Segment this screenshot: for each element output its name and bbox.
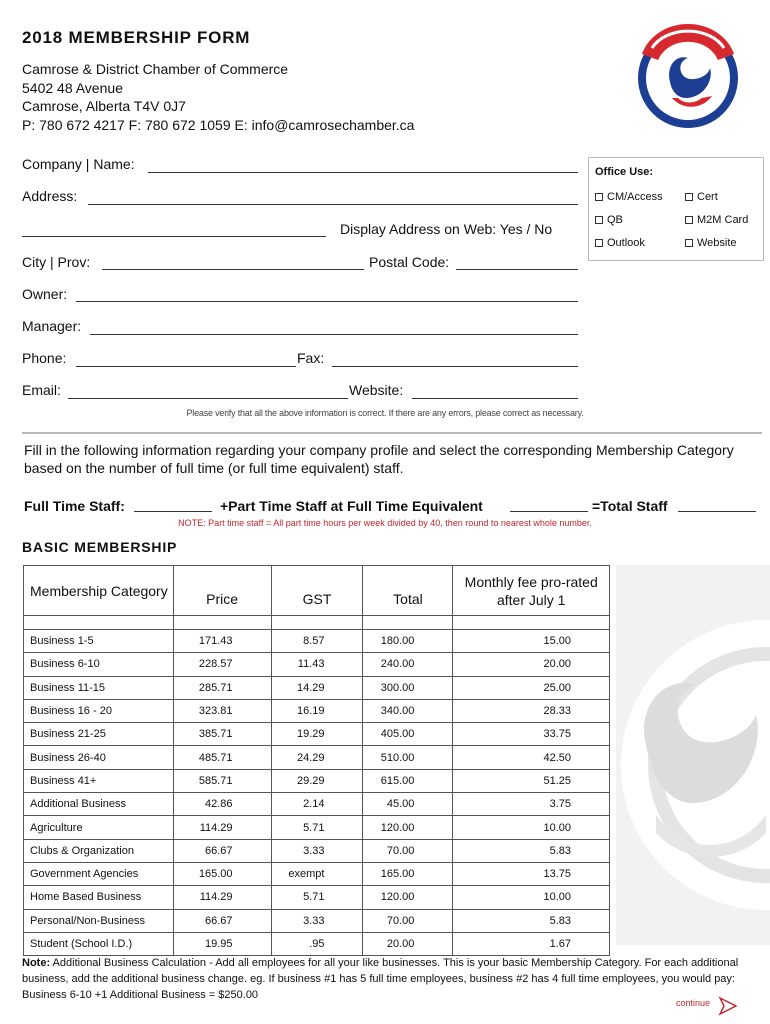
cell-total: 180.00 bbox=[363, 630, 453, 653]
cell-price: 285.71 bbox=[173, 676, 271, 699]
cell-gst: 3.33 bbox=[271, 839, 363, 862]
display-web-label: Display Address on Web: Yes / No bbox=[340, 221, 553, 237]
cell-monthly: 15.00 bbox=[453, 630, 610, 653]
office-use-box bbox=[588, 157, 764, 261]
part-time-staff-label: +Part Time Staff at Full Time Equivalent bbox=[220, 498, 483, 514]
cell-price: 114.29 bbox=[173, 886, 271, 909]
phone-line[interactable] bbox=[76, 366, 296, 367]
form-title: 2018 MEMBERSHIP FORM bbox=[22, 28, 251, 47]
cell-category: Business 16 - 20 bbox=[24, 699, 174, 722]
table-spacer-row bbox=[24, 616, 610, 630]
cell-category: Government Agencies bbox=[24, 862, 174, 885]
address-line[interactable] bbox=[88, 204, 578, 205]
cell-price: 165.00 bbox=[173, 862, 271, 885]
address-line-city: Camrose, Alberta T4V 0J7 bbox=[22, 98, 186, 114]
table-row bbox=[24, 653, 610, 676]
cell-price: 19.95 bbox=[173, 932, 271, 955]
cell-monthly: 33.75 bbox=[453, 723, 610, 746]
bottom-note-text: Additional Business Calculation - Add all employees for all your like businesses. This is your basic Membership Category. For each additional business, add the additional business change. eg. If business #1 has 5 full time employees, business #2 has 4 full time employees, you would pay: Business 6-10 +1 Additional Business = $250.00 bbox=[22, 957, 739, 1001]
part-time-staff-line[interactable] bbox=[510, 511, 588, 512]
address-line-name: Camrose & District Chamber of Commerce bbox=[22, 61, 289, 77]
column-header-monthly: Monthly fee pro-rated after July 1 bbox=[453, 566, 610, 616]
office-option-website[interactable]: Website bbox=[685, 237, 737, 249]
column-header-price: Price bbox=[173, 566, 271, 616]
checkbox-icon[interactable] bbox=[685, 239, 693, 247]
chamber-logo-icon bbox=[632, 18, 744, 130]
office-option-outlook[interactable]: Outlook bbox=[595, 237, 645, 249]
instructions-text: Fill in the following information regarding your company profile and select the corresponding Membership Category based on the number of full time (or full time equivalent) staff. bbox=[24, 442, 734, 476]
office-use-title: Office Use: bbox=[595, 166, 654, 178]
cell-category: Additional Business bbox=[24, 793, 174, 816]
cell-category: Student (School I.D.) bbox=[24, 932, 174, 955]
cell-total: 615.00 bbox=[363, 769, 453, 792]
part-time-note: NOTE: Part time staff = All part time hours per week divided by 40, then round to nearest whole number. bbox=[178, 518, 592, 528]
address-line-2[interactable] bbox=[22, 236, 326, 237]
postal-code-label: Postal Code: bbox=[369, 254, 450, 270]
cell-category: Business 41+ bbox=[24, 769, 174, 792]
company-name-label: Company | Name: bbox=[22, 156, 135, 172]
swan-watermark-icon bbox=[616, 565, 770, 945]
cell-gst: 16.19 bbox=[271, 699, 363, 722]
cell-total: 510.00 bbox=[363, 746, 453, 769]
column-header-total: Total bbox=[363, 566, 453, 616]
table-row bbox=[24, 630, 610, 653]
website-label: Website: bbox=[349, 382, 404, 398]
cell-price: 385.71 bbox=[173, 723, 271, 746]
cell-total: 240.00 bbox=[363, 653, 453, 676]
cell-category: Business 1-5 bbox=[24, 630, 174, 653]
cell-price: 171.43 bbox=[173, 630, 271, 653]
cell-gst: 29.29 bbox=[271, 769, 363, 792]
cell-monthly: 10.00 bbox=[453, 886, 610, 909]
phone-label: Phone: bbox=[22, 350, 67, 366]
column-header-category: Membership Category bbox=[24, 566, 174, 616]
table-row bbox=[24, 723, 610, 746]
cell-monthly: 5.83 bbox=[453, 839, 610, 862]
verify-note: Please verify that all the above information is correct. If there are any errors, please correct as necessary. bbox=[186, 408, 584, 418]
address-label: Address: bbox=[22, 188, 78, 204]
bottom-note-label: Note: bbox=[22, 957, 51, 969]
cell-total: 405.00 bbox=[363, 723, 453, 746]
cell-gst: 19.29 bbox=[271, 723, 363, 746]
section-divider bbox=[22, 432, 762, 434]
checkbox-icon[interactable] bbox=[685, 193, 693, 201]
cell-price: 66.67 bbox=[173, 839, 271, 862]
cell-total: 120.00 bbox=[363, 886, 453, 909]
cell-price: 585.71 bbox=[173, 769, 271, 792]
cell-gst: exempt bbox=[271, 862, 363, 885]
cell-total: 120.00 bbox=[363, 816, 453, 839]
cell-monthly: 28.33 bbox=[453, 699, 610, 722]
cell-monthly: 13.75 bbox=[453, 862, 610, 885]
table-row bbox=[24, 932, 610, 955]
cell-monthly: 3.75 bbox=[453, 793, 610, 816]
table-row bbox=[24, 862, 610, 885]
cell-monthly: 42.50 bbox=[453, 746, 610, 769]
address-line-contact: P: 780 672 4217 F: 780 672 1059 E: info@camrosechamber.ca bbox=[22, 116, 415, 133]
manager-label: Manager: bbox=[22, 318, 82, 334]
cell-category: Business 11-15 bbox=[24, 676, 174, 699]
cell-price: 323.81 bbox=[173, 699, 271, 722]
address-line-street: 5402 48 Avenue bbox=[22, 79, 123, 96]
cell-price: 114.29 bbox=[173, 816, 271, 839]
column-header-gst: GST bbox=[271, 566, 363, 616]
checkbox-icon[interactable] bbox=[595, 216, 603, 224]
city-prov-label: City | Prov: bbox=[22, 254, 91, 270]
cell-category: Personal/Non-Business bbox=[24, 909, 174, 932]
office-option-m2m-card[interactable]: M2M Card bbox=[685, 214, 748, 226]
cell-monthly: 20.00 bbox=[453, 653, 610, 676]
cell-price: 228.57 bbox=[173, 653, 271, 676]
owner-label: Owner: bbox=[22, 286, 68, 302]
cell-price: 42.86 bbox=[173, 793, 271, 816]
office-option-cert[interactable]: Cert bbox=[685, 191, 718, 203]
office-option-qb[interactable]: QB bbox=[595, 214, 623, 226]
table-row bbox=[24, 839, 610, 862]
cell-category: Business 21-25 bbox=[24, 723, 174, 746]
table-row bbox=[24, 909, 610, 932]
cell-gst: 2.14 bbox=[271, 793, 363, 816]
chamber-address bbox=[22, 60, 414, 134]
checkbox-icon[interactable] bbox=[595, 239, 603, 247]
email-line[interactable] bbox=[68, 398, 348, 399]
table-header-row bbox=[24, 566, 610, 616]
manager-line[interactable] bbox=[90, 334, 578, 335]
cell-gst: 5.71 bbox=[271, 816, 363, 839]
cell-gst: 14.29 bbox=[271, 676, 363, 699]
cell-monthly: 10.00 bbox=[453, 816, 610, 839]
table-row bbox=[24, 886, 610, 909]
cell-gst: 11.43 bbox=[271, 653, 363, 676]
table-row bbox=[24, 816, 610, 839]
table-row bbox=[24, 699, 610, 722]
website-line[interactable] bbox=[412, 398, 578, 399]
cell-total: 340.00 bbox=[363, 699, 453, 722]
cell-gst: 5.71 bbox=[271, 886, 363, 909]
cell-gst: 24.29 bbox=[271, 746, 363, 769]
cell-price: 485.71 bbox=[173, 746, 271, 769]
basic-membership-heading: BASIC MEMBERSHIP bbox=[22, 539, 178, 555]
cell-monthly: 25.00 bbox=[453, 676, 610, 699]
continue-link[interactable]: continue bbox=[676, 998, 711, 1008]
table-row bbox=[24, 769, 610, 792]
fax-line[interactable] bbox=[332, 366, 578, 367]
cell-monthly: 51.25 bbox=[453, 769, 610, 792]
cell-total: 165.00 bbox=[363, 862, 453, 885]
cell-category: Business 6-10 bbox=[24, 653, 174, 676]
cell-total: 70.00 bbox=[363, 909, 453, 932]
checkbox-icon[interactable] bbox=[685, 216, 693, 224]
full-time-staff-line[interactable] bbox=[134, 511, 212, 512]
cell-category: Agriculture bbox=[24, 816, 174, 839]
cell-total: 70.00 bbox=[363, 839, 453, 862]
membership-table bbox=[23, 565, 610, 956]
company-name-line[interactable] bbox=[148, 172, 578, 173]
postal-code-line[interactable] bbox=[456, 269, 578, 270]
city-prov-line[interactable] bbox=[102, 269, 364, 270]
checkbox-icon[interactable] bbox=[595, 193, 603, 201]
cell-total: 20.00 bbox=[363, 932, 453, 955]
continue-arrow-icon[interactable] bbox=[718, 996, 738, 1016]
cell-monthly: 1.67 bbox=[453, 932, 610, 955]
cell-gst: 8.57 bbox=[271, 630, 363, 653]
fax-label: Fax: bbox=[297, 350, 325, 366]
owner-line[interactable] bbox=[76, 301, 578, 302]
cell-category: Home Based Business bbox=[24, 886, 174, 909]
full-time-staff-label: Full Time Staff: bbox=[24, 498, 125, 514]
total-staff-line[interactable] bbox=[678, 511, 756, 512]
cell-gst: .95 bbox=[271, 932, 363, 955]
cell-category: Business 26-40 bbox=[24, 746, 174, 769]
bottom-note bbox=[22, 955, 742, 1003]
cell-price: 66.67 bbox=[173, 909, 271, 932]
email-label: Email: bbox=[22, 382, 61, 398]
cell-monthly: 5.83 bbox=[453, 909, 610, 932]
cell-category: Clubs & Organization bbox=[24, 839, 174, 862]
cell-total: 300.00 bbox=[363, 676, 453, 699]
total-staff-label: =Total Staff bbox=[592, 498, 668, 514]
cell-total: 45.00 bbox=[363, 793, 453, 816]
membership-table-body bbox=[24, 616, 610, 956]
table-row bbox=[24, 746, 610, 769]
table-row bbox=[24, 793, 610, 816]
cell-gst: 3.33 bbox=[271, 909, 363, 932]
office-option-cm-access[interactable]: CM/Access bbox=[595, 191, 663, 203]
table-row bbox=[24, 676, 610, 699]
